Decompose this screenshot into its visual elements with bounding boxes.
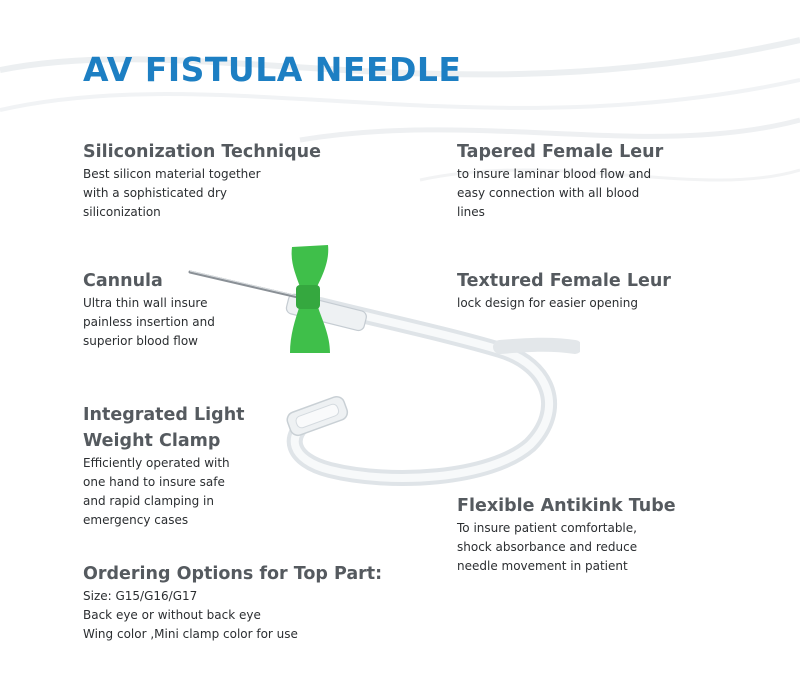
body-line: one hand to insure safe	[83, 475, 225, 489]
section-ordering-options	[83, 561, 423, 644]
section-heading: Textured Female Leur	[457, 271, 671, 291]
body-line: lock design for easier opening	[457, 296, 638, 310]
section-heading: Flexible Antikink Tube	[457, 496, 676, 516]
page-title: AV FISTULA NEEDLE	[83, 50, 462, 89]
section-tapered-female-leur	[457, 139, 662, 222]
body-line: shock absorbance and reduce	[457, 540, 638, 554]
body-line: painless insertion and	[83, 315, 215, 329]
body-line: Back eye or without back eye	[83, 608, 261, 622]
body-line: lines	[457, 205, 485, 219]
section-heading: Siliconization Technique	[83, 142, 322, 162]
body-line: Size: G15/G16/G17	[83, 589, 198, 603]
av-fistula-needle-illustration	[180, 235, 580, 515]
body-line: emergency cases	[83, 513, 189, 527]
heading-line: Integrated Light	[83, 405, 245, 425]
section-body	[457, 165, 662, 222]
body-line: needle movement in patient	[457, 559, 628, 573]
section-body	[83, 165, 383, 222]
section-body	[457, 519, 737, 576]
section-heading: Tapered Female Leur	[457, 142, 664, 162]
body-line: to insure laminar blood flow and	[457, 167, 652, 181]
cannula	[190, 272, 298, 297]
section-heading: Ordering Options for Top Part:	[83, 564, 383, 584]
body-line: Efficiently operated with	[83, 456, 230, 470]
body-line: with a sophisticated dry	[83, 186, 228, 200]
body-line: and rapid clamping in	[83, 494, 214, 508]
body-line: superior blood flow	[83, 334, 198, 348]
section-siliconization	[83, 139, 383, 222]
section-body	[83, 587, 423, 644]
heading-line: Weight Clamp	[83, 431, 221, 451]
body-line: Best silicon material together	[83, 167, 261, 181]
mini-clamp	[285, 394, 350, 437]
body-line: siliconization	[83, 205, 161, 219]
body-line: easy connection with all blood	[457, 186, 640, 200]
body-line: Ultra thin wall insure	[83, 296, 208, 310]
body-line: To insure patient comfortable,	[457, 521, 637, 535]
body-line: Wing color ,Mini clamp color for use	[83, 627, 298, 641]
section-heading: Cannula	[83, 271, 163, 291]
